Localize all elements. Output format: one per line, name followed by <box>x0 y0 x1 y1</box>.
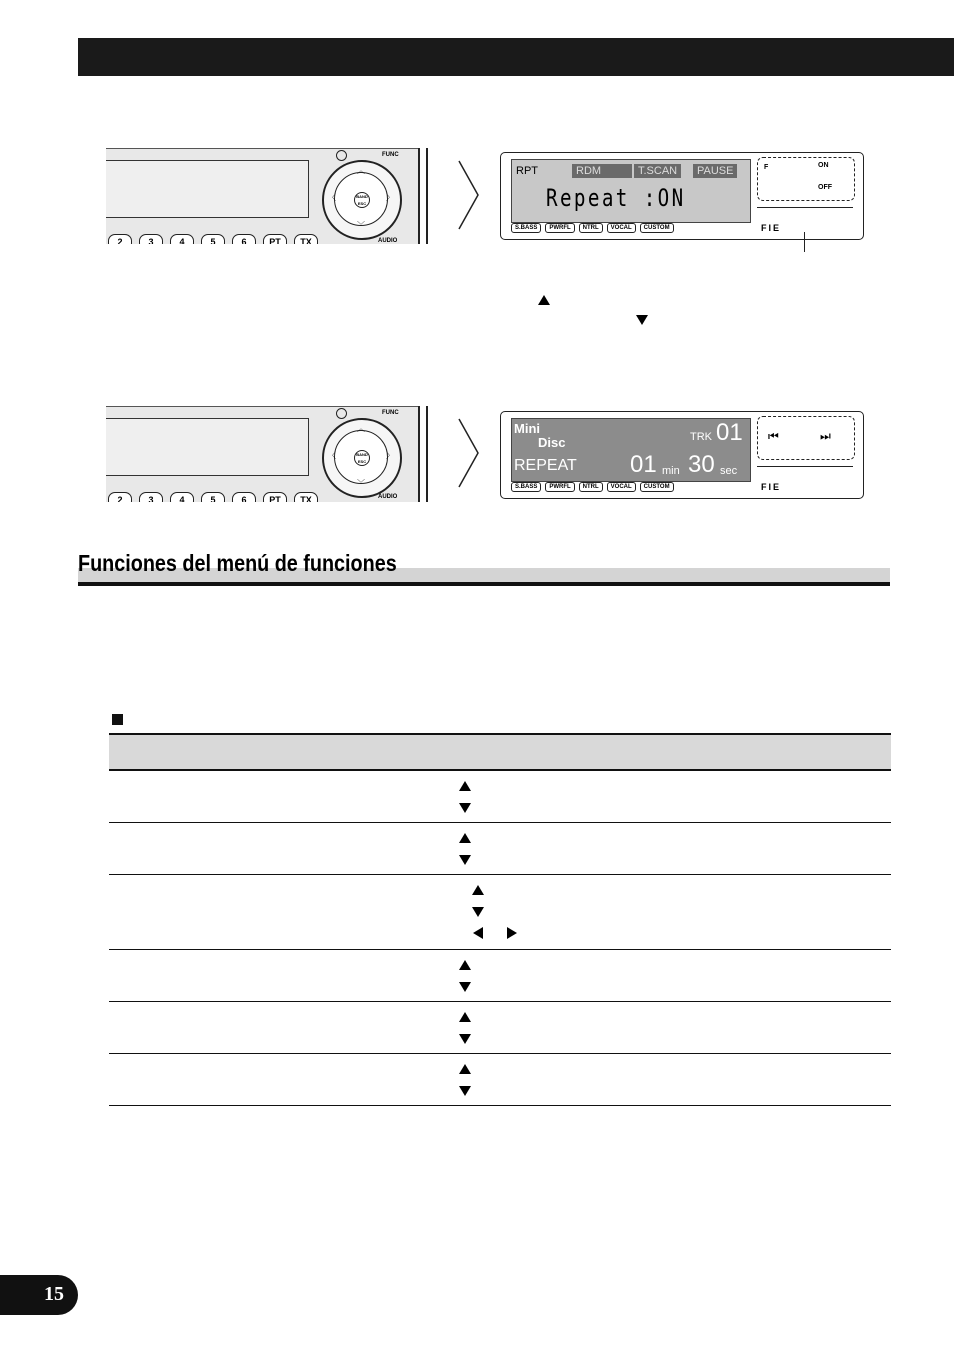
button-tx: TX <box>294 492 318 502</box>
preset-sbass: S.BASS <box>511 223 541 233</box>
display-repeat-on <box>500 152 864 240</box>
up-triangle-icon <box>459 960 471 970</box>
button-5: 5 <box>201 234 225 244</box>
section-heading <box>78 550 890 584</box>
knob-down-icon: ﹀ <box>357 479 365 488</box>
f-label: F <box>764 164 769 171</box>
tab-rpt: RPT <box>516 165 538 177</box>
band-esc-button: BAND ESC <box>354 192 370 208</box>
down-triangle-icon <box>459 855 471 865</box>
button-4: 4 <box>170 234 194 244</box>
preset-ntrl: NTRL <box>579 223 603 233</box>
on-off-indicator <box>757 157 855 201</box>
on-label: ON <box>818 162 829 169</box>
knob-right-icon: 〉 <box>386 193 394 202</box>
unit-lcd <box>106 418 309 476</box>
fie-label: FIE <box>761 482 782 492</box>
fie-label: FIE <box>761 223 782 233</box>
head-unit-illustration <box>106 148 444 244</box>
display-screen <box>511 418 751 482</box>
seconds-value: 30 <box>688 451 715 478</box>
preset-vocal: VOCAL <box>607 482 636 492</box>
button-tx: TX <box>294 234 318 244</box>
display-screen <box>511 159 751 223</box>
tab-tscan: T.SCAN <box>634 164 681 178</box>
down-triangle-icon <box>459 1086 471 1096</box>
band-esc-button: BAND ESC <box>354 450 370 466</box>
unit-lcd <box>106 160 309 218</box>
button-5: 5 <box>201 492 225 502</box>
trk-label: TRK <box>690 431 712 443</box>
func-label: FUNC <box>382 410 399 416</box>
section-title: Funciones del menú de funciones <box>78 550 397 576</box>
header-bar <box>78 38 954 76</box>
eject-icon <box>336 150 347 161</box>
off-label: OFF <box>818 184 832 191</box>
button-3: 3 <box>139 492 163 502</box>
button-2: 2 <box>108 234 132 244</box>
table-row <box>109 875 891 950</box>
multi-control-knob <box>322 418 402 498</box>
right-triangle-icon <box>507 927 517 939</box>
button-pt: PT <box>263 234 287 244</box>
page-number: 15 <box>44 1283 64 1305</box>
source-mini: Mini <box>514 421 540 436</box>
chevron-right-icon <box>458 418 480 488</box>
table-row <box>109 823 891 875</box>
up-triangle-icon <box>472 885 484 895</box>
left-triangle-icon <box>473 927 483 939</box>
preset-pwrfl: PWRFL <box>545 482 574 492</box>
down-triangle-icon <box>459 803 471 813</box>
down-triangle-icon <box>459 982 471 992</box>
previous-track-icon: ⏮ <box>768 429 779 443</box>
button-2: 2 <box>108 492 132 502</box>
preset-custom: CUSTOM <box>640 482 674 492</box>
indicator-line <box>804 232 805 252</box>
preset-custom: CUSTOM <box>640 223 674 233</box>
button-pt: PT <box>263 492 287 502</box>
audio-label: AUDIO <box>378 494 398 500</box>
audio-label: AUDIO <box>378 238 398 244</box>
preset-sbass: S.BASS <box>511 482 541 492</box>
preset-ntrl: NTRL <box>579 482 603 492</box>
preset-pwrfl: PWRFL <box>545 223 574 233</box>
track-number: 01 <box>716 419 743 446</box>
knob-left-icon: 〈 <box>328 193 336 202</box>
min-label: min <box>662 465 680 477</box>
table-row <box>109 1002 891 1054</box>
up-triangle-icon <box>459 1012 471 1022</box>
knob-up-icon: ︿ <box>357 166 365 175</box>
down-triangle-icon <box>636 315 648 325</box>
preset-vocal: VOCAL <box>607 223 636 233</box>
table-row <box>109 1054 891 1106</box>
eq-presets <box>511 223 674 233</box>
down-triangle-icon <box>472 907 484 917</box>
table-row <box>109 950 891 1002</box>
knob-up-icon: ︿ <box>357 424 365 433</box>
next-track-icon: ⏭ <box>820 429 831 443</box>
tab-pause: PAUSE <box>693 164 737 178</box>
source-disc: Disc <box>538 435 566 450</box>
minutes-value: 01 <box>630 451 657 478</box>
preset-buttons <box>108 492 318 502</box>
preset-buttons <box>108 234 318 244</box>
unit-edge <box>418 148 444 244</box>
chevron-right-icon <box>458 160 480 230</box>
button-4: 4 <box>170 492 194 502</box>
up-triangle-icon <box>538 295 550 305</box>
tab-rdm: RDM <box>572 164 632 178</box>
repeat-status-text: Repeat :ON <box>546 184 686 212</box>
display-minidisc-repeat <box>500 411 864 499</box>
table-row <box>109 771 891 823</box>
eq-presets <box>511 482 674 492</box>
func-label: FUNC <box>382 152 399 158</box>
down-triangle-icon <box>459 1034 471 1044</box>
button-3: 3 <box>139 234 163 244</box>
sec-label: sec <box>720 465 738 477</box>
table-header <box>109 733 891 771</box>
repeat-mode-text: REPEAT <box>514 457 577 474</box>
track-skip-indicator <box>757 416 855 460</box>
eject-icon <box>336 408 347 419</box>
head-unit-illustration-2 <box>106 406 444 502</box>
multi-control-knob <box>322 160 402 240</box>
knob-down-icon: ﹀ <box>357 221 365 230</box>
up-triangle-icon <box>459 833 471 843</box>
knob-left-icon: 〈 <box>328 451 336 460</box>
page-number-tab <box>0 1275 78 1315</box>
button-6: 6 <box>232 492 256 502</box>
function-table <box>109 733 891 1106</box>
button-6: 6 <box>232 234 256 244</box>
bullet-square-icon <box>112 714 123 725</box>
up-triangle-icon <box>459 781 471 791</box>
knob-right-icon: 〉 <box>386 451 394 460</box>
up-triangle-icon <box>459 1064 471 1074</box>
